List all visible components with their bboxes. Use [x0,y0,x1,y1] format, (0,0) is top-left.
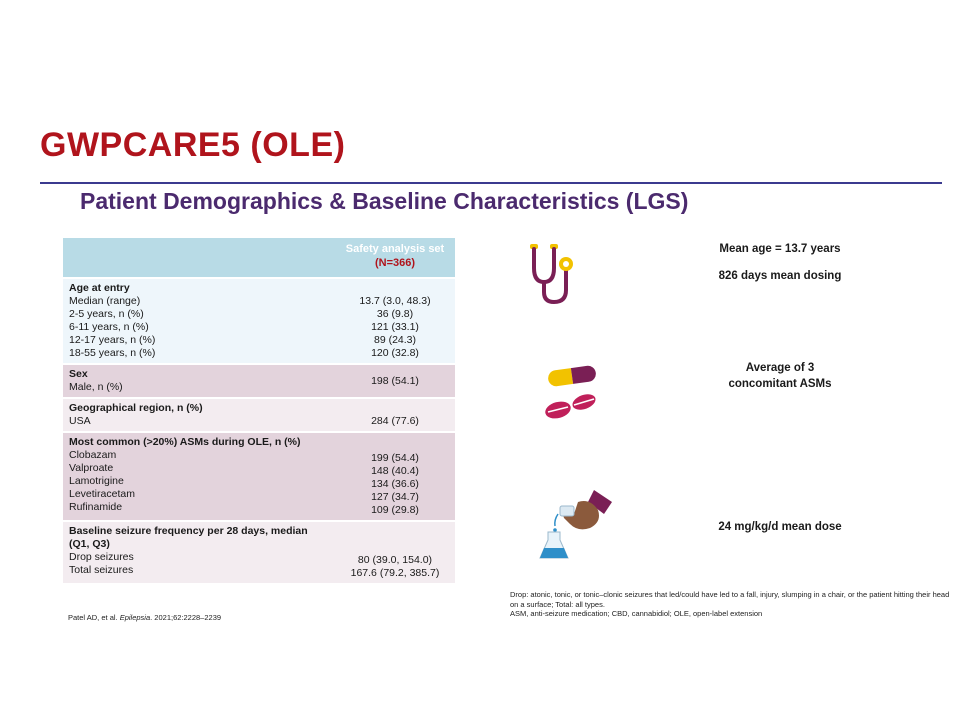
slide-title: GWPCARE5 (OLE) [40,126,346,164]
row-label: 2-5 years, n (%) [69,308,144,320]
row-label: Lamotrigine [69,475,124,487]
section-heading-sex: Sex [69,368,88,380]
row-label: 6-11 years, n (%) [69,321,149,333]
dosing-days-stat: 826 days mean dosing [718,270,842,282]
row-label: Male, n (%) [69,381,123,393]
row-value: 167.6 (79.2, 385.7) [350,567,440,579]
row-value: 80 (39.0, 154.0) [357,554,433,566]
stethoscope-icon [522,240,592,310]
row-value: 13.7 (3.0, 48.3) [359,295,431,307]
row-value: 199 (54.4) [371,452,419,464]
row-label: Drop seizures [69,551,134,563]
row-value: 89 (24.3) [373,334,417,346]
row-value: 120 (32.8) [371,347,419,359]
citation [68,613,221,622]
region-value-cell [335,398,455,432]
asms-label-cell [63,432,335,521]
section-heading-seizures: Baseline seizure frequency per 28 days, median (Q1, Q3) [69,525,308,550]
title-divider [40,182,942,184]
seizures-label-cell [63,521,335,584]
section-heading-age: Age at entry [69,282,130,294]
region-label-cell [63,398,335,432]
row-label: Total seizures [69,564,134,576]
section-heading-region: Geographical region, n (%) [69,402,203,414]
header-population-label: Safety analysis set [345,243,445,255]
row-value: 134 (36.6) [371,478,419,490]
row-value: 109 (29.8) [371,504,419,516]
table-row-region [63,398,455,432]
citation-authors: Patel AD, et al. [68,613,120,622]
citation-details: . 2021;62:2228–2239 [150,613,222,622]
table-row-sex [63,364,455,398]
age-label-cell [63,278,335,364]
mean-dose-stat: 24 mg/kg/d mean dose [718,521,842,533]
row-value: 121 (33.1) [371,321,419,333]
mean-age-stat: Mean age = 13.7 years [719,243,841,255]
row-label: 12-17 years, n (%) [69,334,156,346]
asms-value-cell [335,432,455,521]
footnote-definitions: Drop: atonic, tonic, or tonic–clonic seizures that led/could have led to a fall, injury, slumping in a chair, or the patient hitting their head on a surface; Total: all types. [510,590,950,609]
row-label: USA [69,415,91,427]
dosing-hand-flask-icon [538,488,618,564]
row-value: 284 (77.6) [371,415,419,427]
row-label: Levetiracetam [69,488,135,500]
table-header-row [63,238,455,278]
sex-label-cell [63,364,335,398]
row-value: 36 (9.8) [376,308,414,320]
row-label: Valproate [69,462,114,474]
row-value: 127 (34.7) [371,491,419,503]
asm-average-stat-line2: concomitant ASMs [728,378,832,390]
table-row-age [63,278,455,364]
footnote [510,590,950,619]
row-value: 198 (54.1) [371,375,419,387]
seizures-value-cell [335,521,455,584]
citation-journal: Epilepsia [119,613,151,622]
header-n-count: (N=366) [374,257,416,269]
header-population-cell [335,238,455,278]
section-heading-asms: Most common (>20%) ASMs during OLE, n (%) [69,436,301,448]
demographics-table [63,238,455,585]
slide-subtitle: Patient Demographics & Baseline Characteristics (LGS) [80,188,689,214]
row-label: Median (range) [69,295,141,307]
row-value: 148 (40.4) [371,465,419,477]
age-value-cell [335,278,455,364]
pills-icon [540,362,610,422]
asm-average-stat-line1: Average of 3 [745,362,815,374]
table-row-seizures [63,521,455,584]
row-label: Clobazam [69,449,117,461]
sex-value-cell [335,364,455,398]
row-label: 18-55 years, n (%) [69,347,156,359]
row-label: Rufinamide [69,501,123,513]
table-row-asms [63,432,455,521]
footnote-abbreviations: ASM, anti-seizure medication; CBD, cannabidiol; OLE, open-label extension [510,609,763,618]
header-blank-cell [63,238,335,278]
